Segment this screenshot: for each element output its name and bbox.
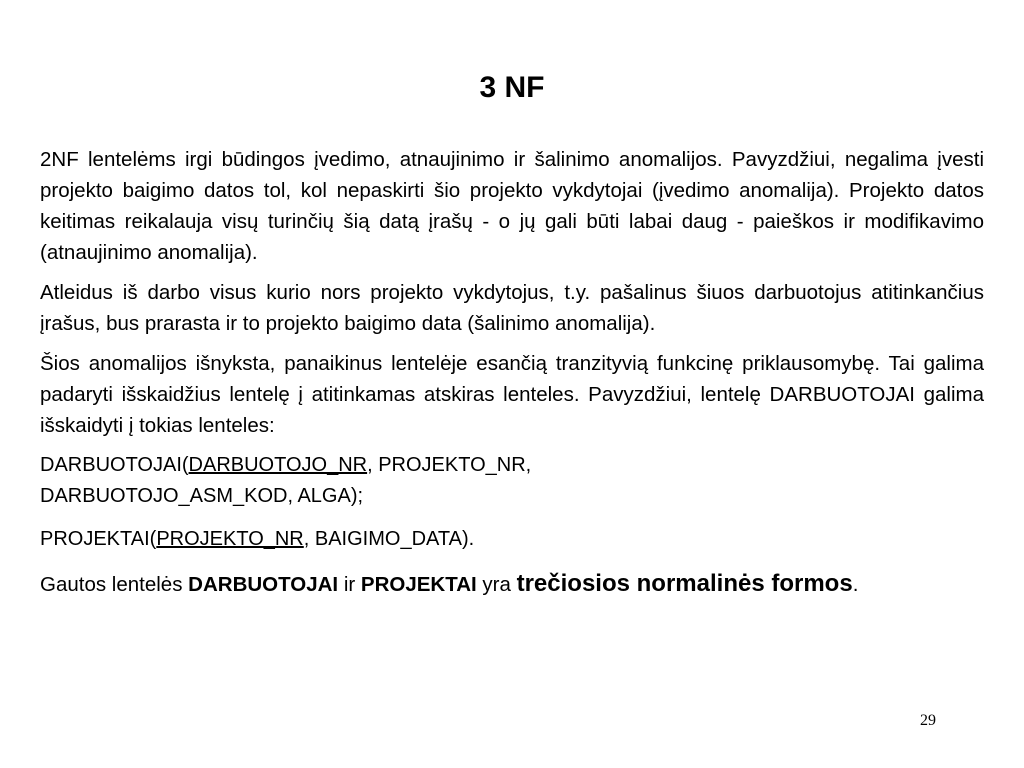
paragraph-decomposition: Šios anomalijos išnyksta, panaikinus lentelėje esančią tranzityvią funkcinę priklausomybę. Tai galima padaryti išskaidžius lentelę į atitinkamas atskiras lenteles. Pavyzdžiui, lentelę DARBUOTOJAI galima išskaidyti į tokias lenteles:	[40, 352, 984, 437]
relation-projektai-attributes: , BAIGIMO_DATA).	[303, 528, 475, 550]
conclusion-text-3: yra	[476, 573, 517, 596]
relation-darbuotojai	[40, 450, 984, 512]
relation-projektai	[40, 524, 984, 555]
slide-title: 3 NF	[479, 71, 545, 104]
relation-darbuotojai-attributes-1: , PROJEKTO_NR,	[367, 454, 532, 476]
conclusion-end: .	[852, 573, 859, 596]
paragraph-deletion-example: Atleidus iš darbo visus kurio nors projekto vykdytojus, t.y. pašalinus šiuos darbuotojus atitinkančius įrašus, bus prarasta ir to projekto baigimo data (šalinimo anomalija).	[40, 281, 984, 335]
conclusion-text-1: Gautos lentelės	[40, 573, 189, 596]
paragraph-anomalies: 2NF lentelėms irgi būdingos įvedimo, atnaujinimo ir šalinimo anomalijos. Pavyzdžiui, negalima įvesti projekto baigimo datos tol, kol nepaskirti šio projekto vykdytojai (įvedimo anomalija). Projekto datos keitimas reikalauja visų turinčių šią datą įrašų - o jų gali būti labai daug - paieškos ir modifikavimo (atnaujinimo anomalija).	[40, 148, 984, 264]
conclusion-table-darbuotojai: DARBUOTOJAI	[188, 573, 339, 596]
conclusion-text-2: ir	[338, 573, 361, 596]
conclusion	[40, 567, 984, 601]
page-number: 29	[920, 712, 936, 729]
relation-darbuotojai-primary-key: DARBUOTOJO_NR	[188, 454, 368, 476]
conclusion-emphasis: trečiosios normalinės formos	[516, 570, 853, 597]
slide-body	[40, 144, 984, 601]
relation-darbuotojai-name: DARBUOTOJAI(	[40, 454, 189, 476]
conclusion-table-projektai: PROJEKTAI	[360, 573, 477, 596]
relation-darbuotojai-attributes-2: DARBUOTOJO_ASM_KOD, ALGA);	[40, 485, 364, 507]
relation-projektai-name: PROJEKTAI(	[40, 528, 157, 550]
relation-projektai-primary-key: PROJEKTO_NR	[156, 528, 304, 550]
